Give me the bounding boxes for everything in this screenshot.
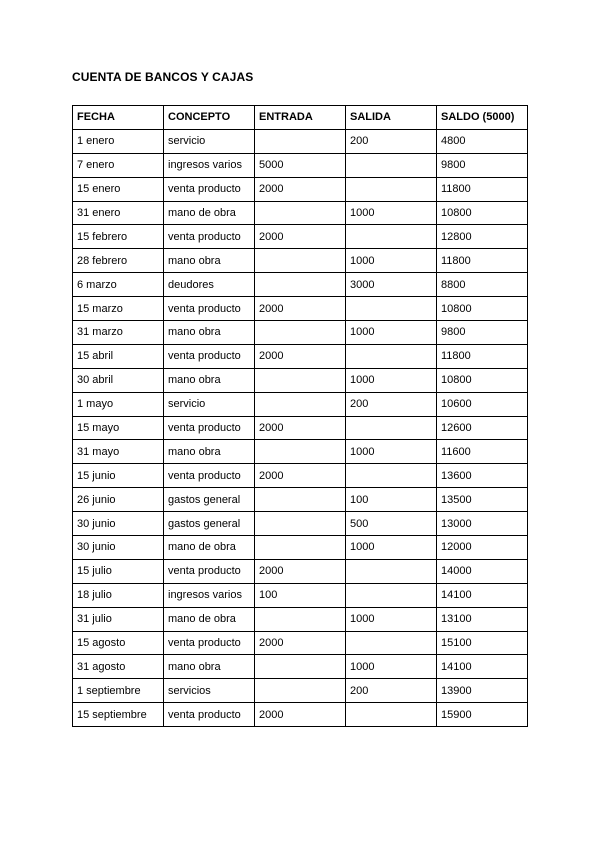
cell-saldo: 13000 — [437, 512, 528, 536]
cell-concepto: venta producto — [164, 297, 255, 321]
table-row — [73, 583, 528, 607]
table-row — [73, 512, 528, 536]
cell-saldo: 11600 — [437, 440, 528, 464]
cell-entrada — [255, 321, 346, 345]
cell-concepto: servicio — [164, 129, 255, 153]
cell-fecha: 31 marzo — [73, 321, 164, 345]
table-row — [73, 297, 528, 321]
cell-entrada: 2000 — [255, 703, 346, 727]
cell-entrada — [255, 249, 346, 273]
cell-saldo: 11800 — [437, 249, 528, 273]
cell-fecha: 15 septiembre — [73, 703, 164, 727]
cell-salida — [346, 153, 437, 177]
table-row — [73, 177, 528, 201]
cell-saldo: 14100 — [437, 655, 528, 679]
cell-saldo: 9800 — [437, 153, 528, 177]
cell-saldo: 13500 — [437, 488, 528, 512]
cell-salida — [346, 703, 437, 727]
table-row — [73, 631, 528, 655]
cell-salida — [346, 344, 437, 368]
table-row — [73, 655, 528, 679]
cell-fecha: 31 enero — [73, 201, 164, 225]
cell-entrada: 2000 — [255, 559, 346, 583]
cell-concepto: venta producto — [164, 559, 255, 583]
cell-entrada: 2000 — [255, 416, 346, 440]
header-entrada: ENTRADA — [255, 106, 346, 130]
cell-concepto: mano obra — [164, 655, 255, 679]
cell-salida: 200 — [346, 129, 437, 153]
cell-concepto: venta producto — [164, 344, 255, 368]
cell-entrada: 2000 — [255, 297, 346, 321]
cell-concepto: mano obra — [164, 440, 255, 464]
cell-entrada — [255, 607, 346, 631]
cell-saldo: 10600 — [437, 392, 528, 416]
cell-concepto: mano de obra — [164, 201, 255, 225]
cell-entrada — [255, 129, 346, 153]
cell-saldo: 11800 — [437, 177, 528, 201]
cell-saldo: 14000 — [437, 559, 528, 583]
cell-concepto: ingresos varios — [164, 153, 255, 177]
cell-concepto: venta producto — [164, 703, 255, 727]
cell-concepto: servicio — [164, 392, 255, 416]
cell-entrada — [255, 536, 346, 560]
cell-salida — [346, 583, 437, 607]
cell-entrada — [255, 679, 346, 703]
cell-salida: 3000 — [346, 273, 437, 297]
cell-concepto: gastos general — [164, 512, 255, 536]
table-row — [73, 607, 528, 631]
cell-fecha: 15 abril — [73, 344, 164, 368]
header-concepto: CONCEPTO — [164, 106, 255, 130]
table-body — [73, 129, 528, 726]
header-saldo: SALDO (5000) — [437, 106, 528, 130]
cell-fecha: 15 mayo — [73, 416, 164, 440]
cell-concepto: venta producto — [164, 225, 255, 249]
cell-concepto: ingresos varios — [164, 583, 255, 607]
cell-fecha: 26 junio — [73, 488, 164, 512]
cell-salida: 1000 — [346, 249, 437, 273]
cell-fecha: 28 febrero — [73, 249, 164, 273]
cell-salida — [346, 631, 437, 655]
cell-fecha: 15 febrero — [73, 225, 164, 249]
cell-salida — [346, 559, 437, 583]
table-row — [73, 368, 528, 392]
table-row — [73, 679, 528, 703]
cell-fecha: 18 julio — [73, 583, 164, 607]
cell-concepto: gastos general — [164, 488, 255, 512]
cell-entrada — [255, 368, 346, 392]
cell-saldo: 10800 — [437, 297, 528, 321]
cell-fecha: 1 enero — [73, 129, 164, 153]
cell-concepto: venta producto — [164, 416, 255, 440]
table-row — [73, 440, 528, 464]
cell-fecha: 30 abril — [73, 368, 164, 392]
table-row — [73, 464, 528, 488]
cell-concepto: mano obra — [164, 321, 255, 345]
cell-fecha: 6 marzo — [73, 273, 164, 297]
cell-concepto: mano obra — [164, 368, 255, 392]
table-row — [73, 225, 528, 249]
cell-fecha: 1 mayo — [73, 392, 164, 416]
cell-fecha: 15 agosto — [73, 631, 164, 655]
cell-saldo: 8800 — [437, 273, 528, 297]
cell-saldo: 14100 — [437, 583, 528, 607]
cell-entrada: 2000 — [255, 344, 346, 368]
table-row — [73, 416, 528, 440]
cell-salida: 1000 — [346, 440, 437, 464]
cell-entrada — [255, 273, 346, 297]
cell-saldo: 12000 — [437, 536, 528, 560]
ledger-table — [72, 105, 528, 727]
cell-entrada — [255, 655, 346, 679]
table-row — [73, 559, 528, 583]
cell-fecha: 15 marzo — [73, 297, 164, 321]
cell-salida: 1000 — [346, 655, 437, 679]
cell-saldo: 13600 — [437, 464, 528, 488]
cell-concepto: venta producto — [164, 631, 255, 655]
cell-salida — [346, 225, 437, 249]
cell-fecha: 31 mayo — [73, 440, 164, 464]
table-row — [73, 392, 528, 416]
cell-saldo: 12800 — [437, 225, 528, 249]
cell-salida: 500 — [346, 512, 437, 536]
cell-fecha: 15 enero — [73, 177, 164, 201]
cell-concepto: mano obra — [164, 249, 255, 273]
table-row — [73, 249, 528, 273]
cell-entrada: 2000 — [255, 177, 346, 201]
cell-concepto: mano de obra — [164, 536, 255, 560]
cell-fecha: 15 julio — [73, 559, 164, 583]
cell-salida: 200 — [346, 679, 437, 703]
cell-concepto: deudores — [164, 273, 255, 297]
cell-entrada: 2000 — [255, 631, 346, 655]
cell-salida — [346, 177, 437, 201]
cell-salida — [346, 416, 437, 440]
cell-salida: 100 — [346, 488, 437, 512]
cell-entrada — [255, 488, 346, 512]
cell-saldo: 13900 — [437, 679, 528, 703]
cell-salida: 1000 — [346, 368, 437, 392]
cell-entrada: 2000 — [255, 464, 346, 488]
cell-saldo: 10800 — [437, 368, 528, 392]
cell-saldo: 12600 — [437, 416, 528, 440]
cell-entrada — [255, 512, 346, 536]
cell-concepto: venta producto — [164, 464, 255, 488]
cell-salida: 1000 — [346, 321, 437, 345]
cell-fecha: 31 agosto — [73, 655, 164, 679]
cell-salida: 1000 — [346, 201, 437, 225]
cell-entrada — [255, 440, 346, 464]
table-row — [73, 273, 528, 297]
cell-salida — [346, 464, 437, 488]
cell-salida: 200 — [346, 392, 437, 416]
cell-entrada: 5000 — [255, 153, 346, 177]
cell-fecha: 30 junio — [73, 512, 164, 536]
cell-entrada: 100 — [255, 583, 346, 607]
table-row — [73, 321, 528, 345]
cell-fecha: 15 junio — [73, 464, 164, 488]
cell-fecha: 31 julio — [73, 607, 164, 631]
cell-entrada — [255, 392, 346, 416]
cell-fecha: 1 septiembre — [73, 679, 164, 703]
cell-saldo: 15100 — [437, 631, 528, 655]
cell-entrada: 2000 — [255, 225, 346, 249]
cell-saldo: 9800 — [437, 321, 528, 345]
cell-concepto: mano de obra — [164, 607, 255, 631]
table-row — [73, 536, 528, 560]
table-row — [73, 129, 528, 153]
table-row — [73, 344, 528, 368]
cell-saldo: 13100 — [437, 607, 528, 631]
cell-saldo: 10800 — [437, 201, 528, 225]
cell-saldo: 4800 — [437, 129, 528, 153]
table-row — [73, 201, 528, 225]
cell-concepto: servicios — [164, 679, 255, 703]
table-header-row — [73, 106, 528, 130]
table-row — [73, 488, 528, 512]
cell-salida: 1000 — [346, 536, 437, 560]
cell-salida: 1000 — [346, 607, 437, 631]
table-row — [73, 153, 528, 177]
header-fecha: FECHA — [73, 106, 164, 130]
cell-salida — [346, 297, 437, 321]
cell-saldo: 11800 — [437, 344, 528, 368]
cell-saldo: 15900 — [437, 703, 528, 727]
document-title: CUENTA DE BANCOS Y CAJAS — [72, 70, 254, 84]
cell-entrada — [255, 201, 346, 225]
table-row — [73, 703, 528, 727]
cell-fecha: 7 enero — [73, 153, 164, 177]
header-salida: SALIDA — [346, 106, 437, 130]
cell-fecha: 30 junio — [73, 536, 164, 560]
cell-concepto: venta producto — [164, 177, 255, 201]
